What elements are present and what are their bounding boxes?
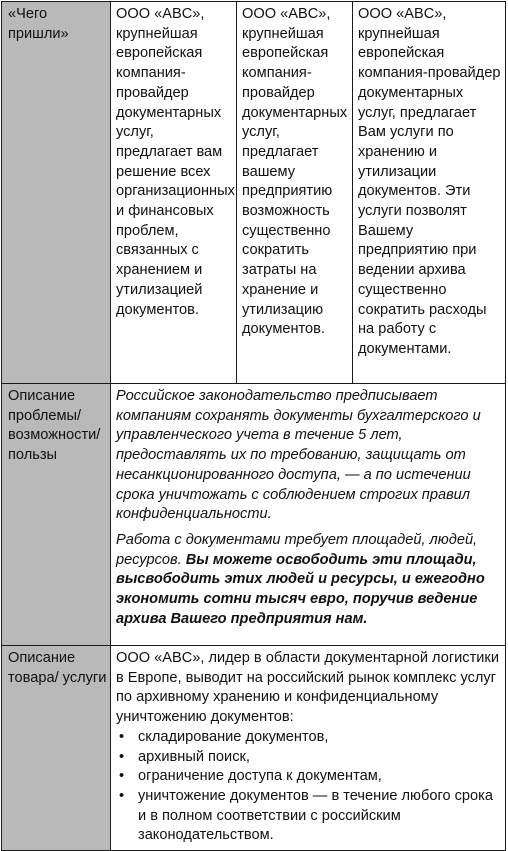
variant-column-3: ООО «ABC», крупнейшая европейская компания-провайдер документарных услуг, предлагает Вам услуги по хранению и утилизации документов. Эти услуги позволят Вашему предприятию при ведении архива существенно сократить расходы на работу с документами.: [358, 6, 501, 357]
service-intro: ООО «ABC», лидер в области документарной логистики в Европе, выводит на российский рынок комплекс услуг по архивному хранению и конфиденциальному уничтожению документов:: [116, 650, 499, 726]
variant-column-1: ООО «ABC», крупнейшая европейская компания-провайдер документарных услуг, предлагает вам решение всех организационных и финансовых проблем, связанных с хранением и утилизацией документов.: [111, 2, 237, 383]
offer-table: [1, 1, 506, 851]
row-label: Описание проблемы/ возможности/ пользы: [2, 384, 111, 646]
row-label: Описание товара/ услуги: [2, 646, 111, 851]
table-row: [2, 646, 506, 851]
benefit-paragraph: [116, 531, 500, 630]
table-row: [2, 2, 506, 384]
list-item: • уничтожение документов — в течение любого срока и в полном соответствии с российским законодательством.: [116, 787, 500, 846]
variants-columns: [111, 2, 505, 383]
variants-cell: [111, 2, 506, 384]
problem-description-cell: [111, 384, 506, 646]
table-row: [2, 384, 506, 646]
list-item: • архивный поиск,: [116, 748, 500, 768]
benefit-plain-text: Работа с документами требует площадей, людей, ресурсов.: [116, 531, 478, 568]
service-description-cell: [111, 646, 506, 851]
row-label: «Чего пришли»: [2, 2, 111, 384]
variant-column-2: ООО «ABC», крупнейшая европейская компания-провайдер документарных услуг, предлагает вашему предприятию возможность существенно сократить затраты на хранение и утилизацию документов.: [237, 2, 353, 383]
list-item: • складирование документов,: [116, 728, 500, 748]
service-list: [116, 728, 500, 846]
benefit-bold-text: Вы можете освободить эти площади, высвободить этих людей и ресурсы, и ежегодно экономить сотни тысяч евро, поручив ведение архива Вашего предприятия нам.: [116, 551, 485, 627]
list-item: • ограничение доступа к документам,: [116, 767, 500, 787]
problem-paragraph: Российское законодательство предписывает компаниям сохранять документы бухгалтерского и управленческого учета в течение 5 лет, предоставлять их по требованию, защищать от несанкционированного доступа, — а по истечении срока уничтожать с соблюдением строгих правил конфиденциальности.: [116, 388, 481, 523]
